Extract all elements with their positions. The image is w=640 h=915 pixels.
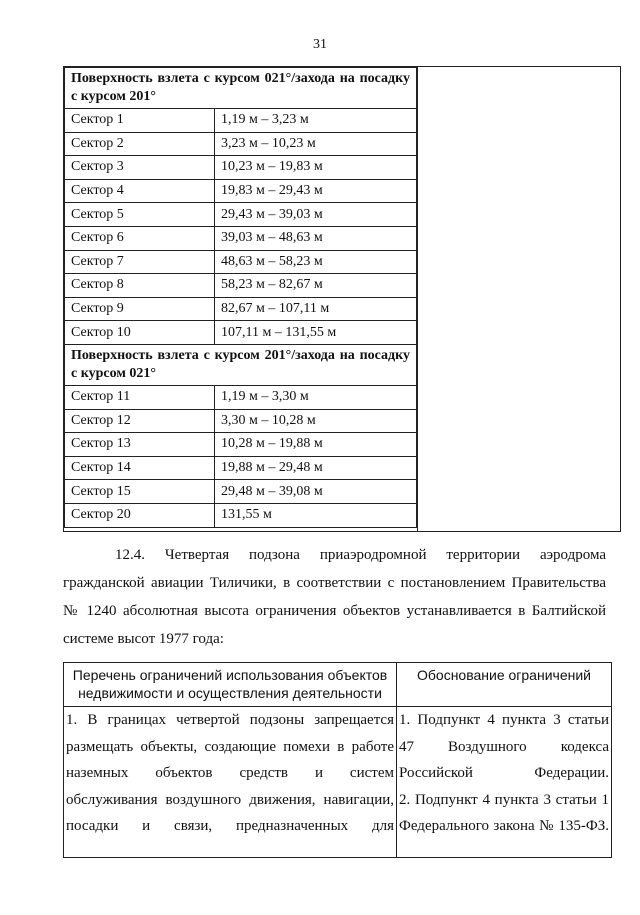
sector-height-range: 3,30 м – 10,28 м (215, 409, 417, 433)
sector-name: Сектор 7 (65, 250, 215, 274)
sector-name: Сектор 4 (65, 179, 215, 203)
sector-name: Сектор 15 (65, 480, 215, 504)
sector-table-frame (63, 66, 621, 532)
sector-height-range: 58,23 м – 82,67 м (215, 274, 417, 298)
sector-row (65, 433, 417, 457)
sector-row (65, 250, 417, 274)
justification-line: Российской Федерации. (399, 765, 609, 781)
sector-row (65, 132, 417, 156)
justification-line: 1. Подпункт 4 пункта 3 статьи (399, 712, 609, 728)
restriction-line: 1. В границах четвертой подзоны запрещается (66, 712, 394, 728)
sector-height-range: 19,83 м – 29,43 м (215, 179, 417, 203)
restriction-line: обслуживания воздушного движения, навигации, (66, 791, 394, 808)
sector-height-range: 3,23 м – 10,23 м (215, 132, 417, 156)
sector-name: Сектор 8 (65, 274, 215, 298)
sector-row (65, 274, 417, 298)
justification-line: Федерального закона № 135-ФЗ. (399, 818, 609, 834)
sector-height-range: 19,88 м – 29,48 м (215, 456, 417, 480)
sector-height-range: 39,03 м – 48,63 м (215, 226, 417, 250)
justification-line: 47 Воздушного кодекса (399, 738, 609, 755)
sector-row (65, 156, 417, 180)
sector-row (65, 226, 417, 250)
justification-text (397, 707, 612, 858)
sector-row (65, 179, 417, 203)
sector-height-range: 10,28 м – 19,88 м (215, 433, 417, 457)
restriction-line: посадки и связи, предназначенных для (66, 818, 394, 834)
sector-height-range: 29,48 м – 39,08 м (215, 480, 417, 504)
sector-height-range: 107,11 м – 131,55 м (215, 321, 417, 345)
sector-name: Сектор 1 (65, 109, 215, 133)
restriction-text (64, 707, 397, 858)
sector-height-range: 29,43 м – 39,03 м (215, 203, 417, 227)
restriction-line: размещать объекты, создающие помехи в работе (66, 738, 394, 755)
sector-name: Сектор 2 (65, 132, 215, 156)
sector-height-range: 82,67 м – 107,11 м (215, 297, 417, 321)
empty-column-divider (417, 67, 418, 531)
sector-height-range: 48,63 м – 58,23 м (215, 250, 417, 274)
sector-row (65, 385, 417, 409)
sector-name: Сектор 5 (65, 203, 215, 227)
sector-name: Сектор 20 (65, 503, 215, 527)
restrictions-body-row (64, 707, 612, 858)
sector-name: Сектор 13 (65, 433, 215, 457)
sector-row (65, 203, 417, 227)
justification-line: 2. Подпункт 4 пункта 3 статьи 1 (399, 791, 609, 808)
restrictions-table (63, 662, 612, 858)
sector-height-range: 10,23 м – 19,83 м (215, 156, 417, 180)
sector-row (65, 480, 417, 504)
sector-name: Сектор 12 (65, 409, 215, 433)
header-restrictions-list: Перечень ограничений использования объектов недвижимости и осуществления деятельности (64, 663, 397, 707)
sector-row (65, 321, 417, 345)
sector-group-header-row (65, 68, 417, 109)
page-number: 31 (313, 37, 327, 52)
sector-height-range: 1,19 м – 3,23 м (215, 109, 417, 133)
sector-group-header: Поверхность взлета с курсом 021°/захода на посадку с курсом 201° (65, 68, 417, 109)
sector-group-header: Поверхность взлета с курсом 201°/захода на посадку с курсом 021° (65, 344, 417, 385)
sector-height-range: 1,19 м – 3,30 м (215, 385, 417, 409)
sector-name: Сектор 9 (65, 297, 215, 321)
sector-name: Сектор 6 (65, 226, 215, 250)
sector-row (65, 456, 417, 480)
sector-row (65, 297, 417, 321)
sector-row (65, 503, 417, 527)
sector-row (65, 409, 417, 433)
sector-name: Сектор 11 (65, 385, 215, 409)
restrictions-header-row (64, 663, 612, 707)
sector-row (65, 109, 417, 133)
restriction-line: наземных объектов средств и систем (66, 765, 394, 781)
sector-group-header-row (65, 344, 417, 385)
paragraph-12-4 (63, 541, 606, 653)
sector-height-range: 131,55 м (215, 503, 417, 527)
sector-table (64, 67, 417, 528)
sector-name: Сектор 3 (65, 156, 215, 180)
sector-name: Сектор 10 (65, 321, 215, 345)
header-justification: Обоснование ограничений (397, 663, 612, 707)
paragraph-text: 12.4. Четвертая подзона приаэродромной территории аэродрома гражданской авиации Тиличики, в соответствии с постановлением Правительства № 1240 абсолютная высота ограничения объектов устанавливается в Балтийской системе высот 1977 года: (63, 547, 606, 647)
sector-name: Сектор 14 (65, 456, 215, 480)
